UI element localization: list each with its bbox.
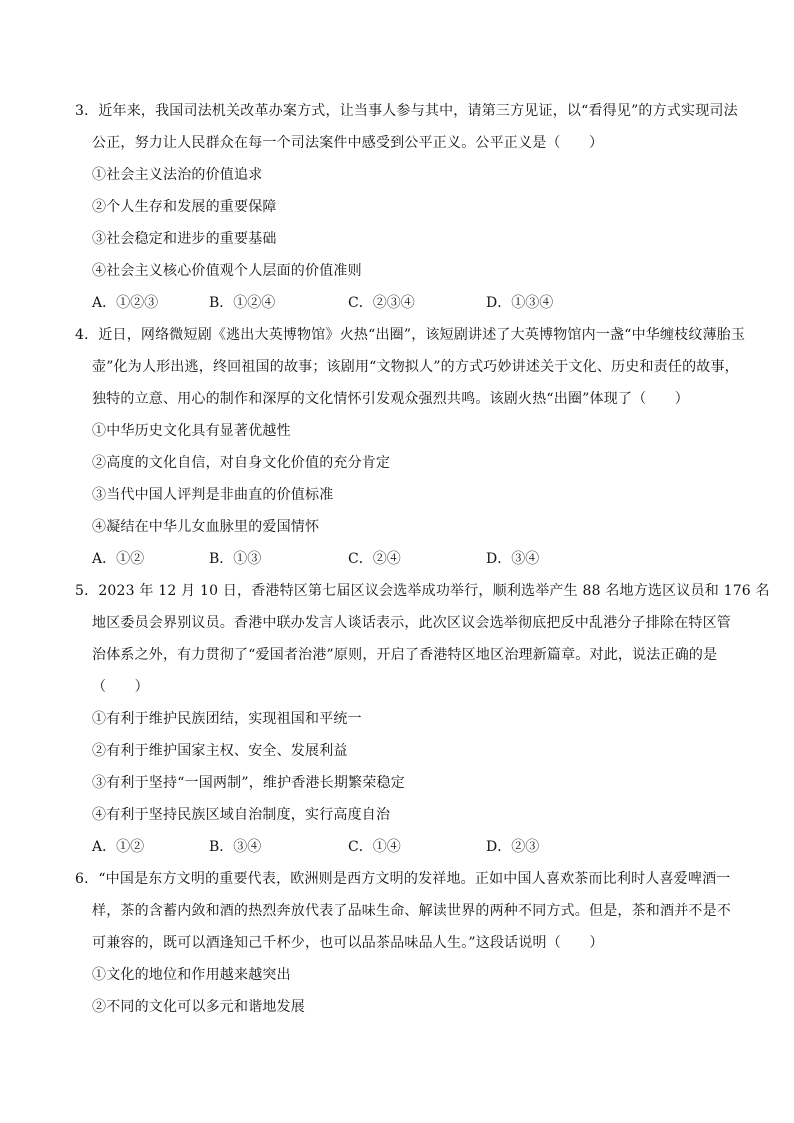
statement-4: ④社会主义核心价值观个人层面的价值准则: [92, 263, 362, 279]
question-number: 3．: [75, 103, 99, 119]
question-stem-line: 近年来，我国司法机关改革办案方式，让当事人参与其中，请第三方见证，以“看得见”的方式实现司法: [98, 103, 738, 119]
question-4-first-line: [75, 326, 745, 344]
statement-2: ②个人生存和发展的重要保障: [92, 199, 277, 215]
statement-1: ①中华历史文化具有显著优越性: [92, 423, 291, 439]
choice-d[interactable]: D．①③④: [486, 295, 554, 311]
question-stem-line: 可兼容的，既可以酒逢知己千杯少，也可以品茶品味品人生。”这段话说明（ ）: [92, 935, 604, 951]
question-stem-line: 地区委员会界别议员。香港中联办发言人谈话表示，此次区议会选举彻底把反中乱港分子排除在特区管: [92, 615, 731, 631]
statement-3: ③当代中国人评判是非曲直的价值标准: [92, 487, 334, 503]
choice-d[interactable]: D．③④: [486, 551, 540, 567]
question-stem-line: 2023 年 12 月 10 日，香港特区第七届区议会选举成功举行，顺利选举产生 88 名地方选区议员和 176 名: [98, 583, 770, 599]
question-3-first-line: [75, 102, 738, 120]
question-stem-line: 壶”化为人形出逃，终回祖国的故事；该剧用“文物拟人”的方式巧妙讲述关于文化、历史和责任的故事，: [92, 359, 739, 375]
choice-b[interactable]: B．③④: [209, 839, 262, 855]
choice-c[interactable]: C．②④: [348, 551, 401, 567]
statement-3: ③社会稳定和进步的重要基础: [92, 231, 277, 247]
choice-b[interactable]: B．①③: [209, 551, 262, 567]
question-stem-line: 治体系之外，有力贯彻了“爱国者治港”原则，开启了香港特区地区治理新篇章。对此，说法正确的是: [92, 647, 718, 663]
statement-2: ②有利于维护国家主权、安全、发展利益: [92, 743, 348, 759]
question-number: 4．: [75, 327, 99, 343]
statement-1: ①文化的地位和作用越来越突出: [92, 967, 291, 983]
statement-4: ④有利于坚持民族区域自治制度，实行高度自治: [92, 807, 391, 823]
statement-2: ②高度的文化自信，对自身文化价值的充分肯定: [92, 455, 391, 471]
question-number: 5．: [75, 583, 99, 599]
statement-1: ①有利于维护民族团结，实现祖国和平统一: [92, 711, 362, 727]
question-stem-line: 样，茶的含蓄内敛和酒的热烈奔放代表了品味生命、解读世界的两种不同方式。但是，茶和酒并不是不: [92, 903, 731, 919]
question-stem-line: 独特的立意、用心的制作和深厚的文化情怀引发观众强烈共鸣。该剧火热“出圈”体现了（ ）: [92, 391, 689, 407]
choice-d[interactable]: D．②③: [486, 839, 540, 855]
question-stem-line: 近日，网络微短剧《逃出大英博物馆》火热“出圈”，该短剧讲述了大英博物馆内一盏“中华缠枝纹薄胎玉: [98, 327, 746, 343]
question-number: 6．: [75, 871, 99, 887]
statement-2: ②不同的文化可以多元和谐地发展: [92, 999, 305, 1015]
question-stem-line: “中国是东方文明的重要代表，欧洲则是西方文明的发祥地。正如中国人喜欢茶而比利时人喜爱啤酒一: [98, 871, 731, 887]
question-stem-line: （ ）: [92, 679, 149, 695]
statement-4: ④凝结在中华儿女血脉里的爱国情怀: [92, 519, 320, 535]
statement-1: ①社会主义法治的价值追求: [92, 167, 263, 183]
question-6-first-line: [75, 870, 730, 888]
choice-c[interactable]: C．①④: [348, 839, 401, 855]
choice-a[interactable]: A．①②: [92, 551, 145, 567]
choice-a[interactable]: A．①②③: [92, 295, 159, 311]
choice-b[interactable]: B．①②④: [209, 295, 276, 311]
choice-a[interactable]: A．①②: [92, 839, 145, 855]
question-5-first-line: [75, 582, 770, 600]
choice-c[interactable]: C．②③④: [348, 295, 415, 311]
question-stem-line: 公正，努力让人民群众在每一个司法案件中感受到公平正义。公平正义是（ ）: [92, 135, 604, 151]
statement-3: ③有利于坚持“一国两制”，维护香港长期繁荣稳定: [92, 775, 405, 791]
